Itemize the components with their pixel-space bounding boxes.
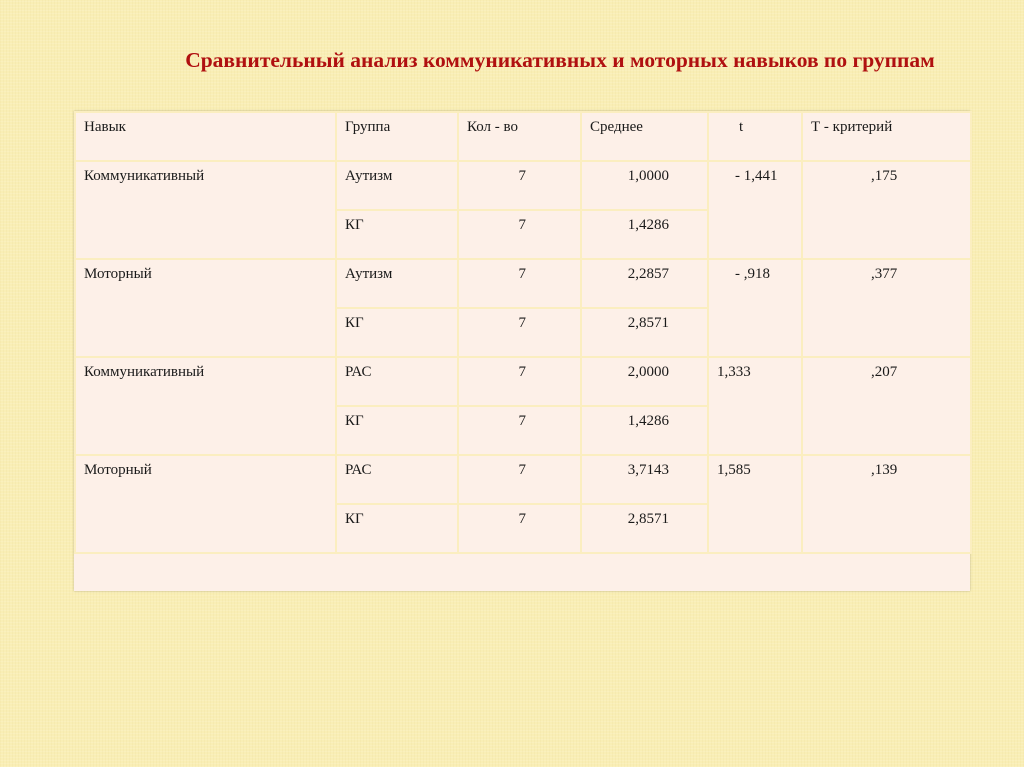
cell-count: 7 [458,308,581,357]
cell-group: РАС [336,455,458,504]
cell-group: Аутизм [336,161,458,210]
table-row [75,259,971,308]
header-mean: Среднее [581,112,708,161]
cell-mean: 1,4286 [581,210,708,259]
cell-t: 1,585 [708,455,802,553]
cell-group: КГ [336,504,458,553]
cell-mean: 3,7143 [581,455,708,504]
cell-count: 7 [458,259,581,308]
results-table-container [74,111,970,591]
header-group: Группа [336,112,458,161]
header-criterion: Т - критерий [802,112,971,161]
cell-count: 7 [458,455,581,504]
cell-criterion: ,207 [802,357,971,455]
cell-mean: 2,0000 [581,357,708,406]
cell-t: 1,333 [708,357,802,455]
cell-group: РАС [336,357,458,406]
cell-mean: 1,4286 [581,406,708,455]
cell-count: 7 [458,504,581,553]
table-row [75,455,971,504]
cell-skill: Моторный [75,455,336,553]
cell-mean: 2,8571 [581,504,708,553]
cell-t: - 1,441 [708,161,802,259]
slide-title: Сравнительный анализ коммуникативных и моторных навыков по группам [185,48,935,72]
cell-mean: 1,0000 [581,161,708,210]
results-table [74,111,972,554]
table-row [75,357,971,406]
cell-criterion: ,377 [802,259,971,357]
table-header-row [75,112,971,161]
table-row [75,161,971,210]
cell-skill: Коммуникативный [75,357,336,455]
cell-t: - ,918 [708,259,802,357]
cell-count: 7 [458,161,581,210]
header-t: t [708,112,802,161]
cell-group: КГ [336,308,458,357]
cell-count: 7 [458,357,581,406]
header-skill: Навык [75,112,336,161]
cell-skill: Коммуникативный [75,161,336,259]
cell-mean: 2,2857 [581,259,708,308]
cell-group: КГ [336,210,458,259]
cell-criterion: ,139 [802,455,971,553]
cell-count: 7 [458,406,581,455]
cell-criterion: ,175 [802,161,971,259]
cell-mean: 2,8571 [581,308,708,357]
cell-group: Аутизм [336,259,458,308]
cell-count: 7 [458,210,581,259]
header-count: Кол - во [458,112,581,161]
cell-group: КГ [336,406,458,455]
cell-skill: Моторный [75,259,336,357]
